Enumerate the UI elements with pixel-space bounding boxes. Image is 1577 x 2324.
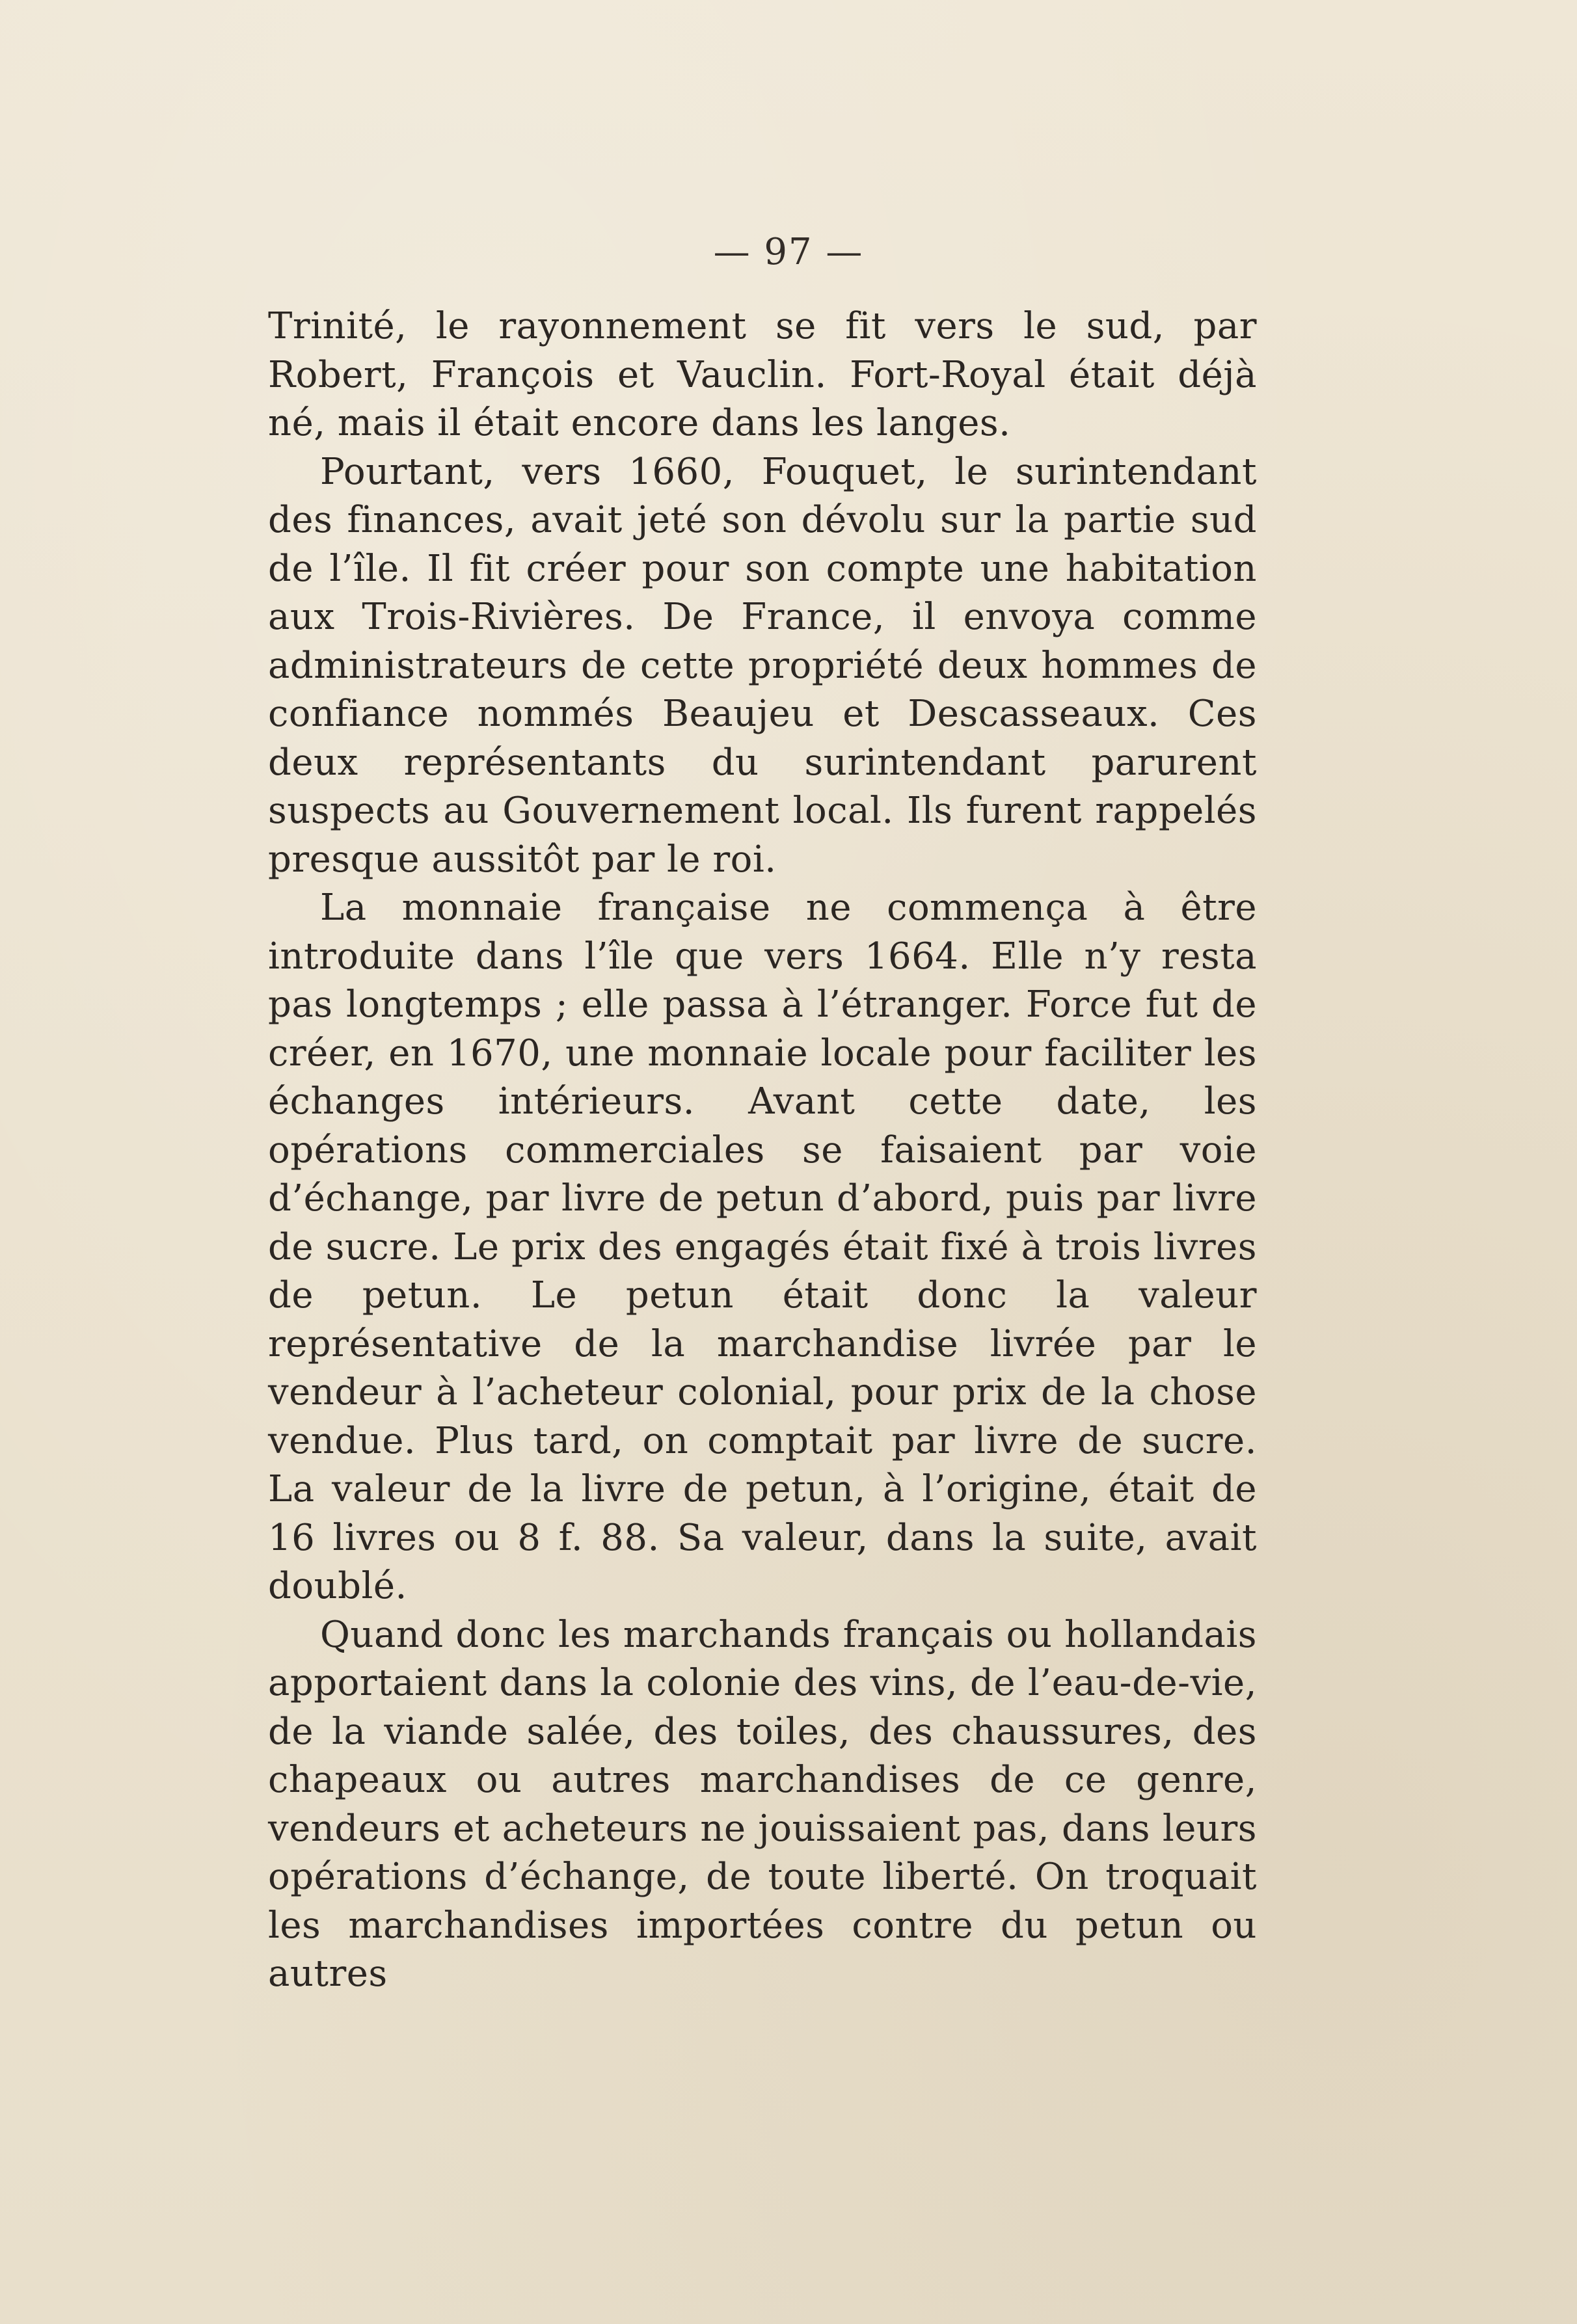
page-number: — 97 — — [713, 231, 864, 273]
body-text — [268, 302, 1257, 1999]
paragraph-4: Quand donc les marchands français ou hollandais apportaient dans la colonie des vins, de l’eau-de-vie, de la viande salée, des toiles, des chaussures, des chapeaux ou autres marchandises de ce genre, vendeurs et acheteurs ne jouissaient pas, dans leurs opérations d’échange, de toute liberté. On troquait les marchandises importées contre du petun ou autres — [268, 1613, 1257, 1995]
paragraph-2: Pourtant, vers 1660, Fouquet, le surintendant des finances, avait jeté son dévolu sur la partie sud de l’île. Il fit créer pour son compte une habitation aux Trois-Rivières. De France, il envoya comme administrateurs de cette propriété deux hommes de confiance nommés Beaujeu et Descasseaux. Ces deux représentants du surintendant parurent suspects au Gouvernement local. Ils furent rappelés presque aussitôt par le roi. — [268, 450, 1257, 881]
paragraph-1: Trinité, le rayonnement se fit vers le sud, par Robert, François et Vauclin. Fort-Royal était déjà né, mais il était encore dans les langes. — [268, 305, 1257, 444]
paragraph-3: La monnaie française ne commença à être introduite dans l’île que vers 1664. Elle n’y resta pas longtemps ; elle passa à l’étranger. Force fut de créer, en 1670, une monnaie locale pour faciliter les échanges intérieurs. Avant cette date, les opérations commerciales se faisaient par voie d’échange, par livre de petun d’abord, puis par livre de sucre. Le prix des engagés était fixé à trois livres de petun. Le petun était donc la valeur représentative de la marchandise livrée par le vendeur à l’acheteur colonial, pour prix de la chose vendue. Plus tard, on comptait par livre de sucre. La valeur de la livre de petun, à l’origine, était de 16 livres ou 8 f. 88. Sa valeur, dans la suite, avait doublé. — [268, 887, 1257, 1607]
